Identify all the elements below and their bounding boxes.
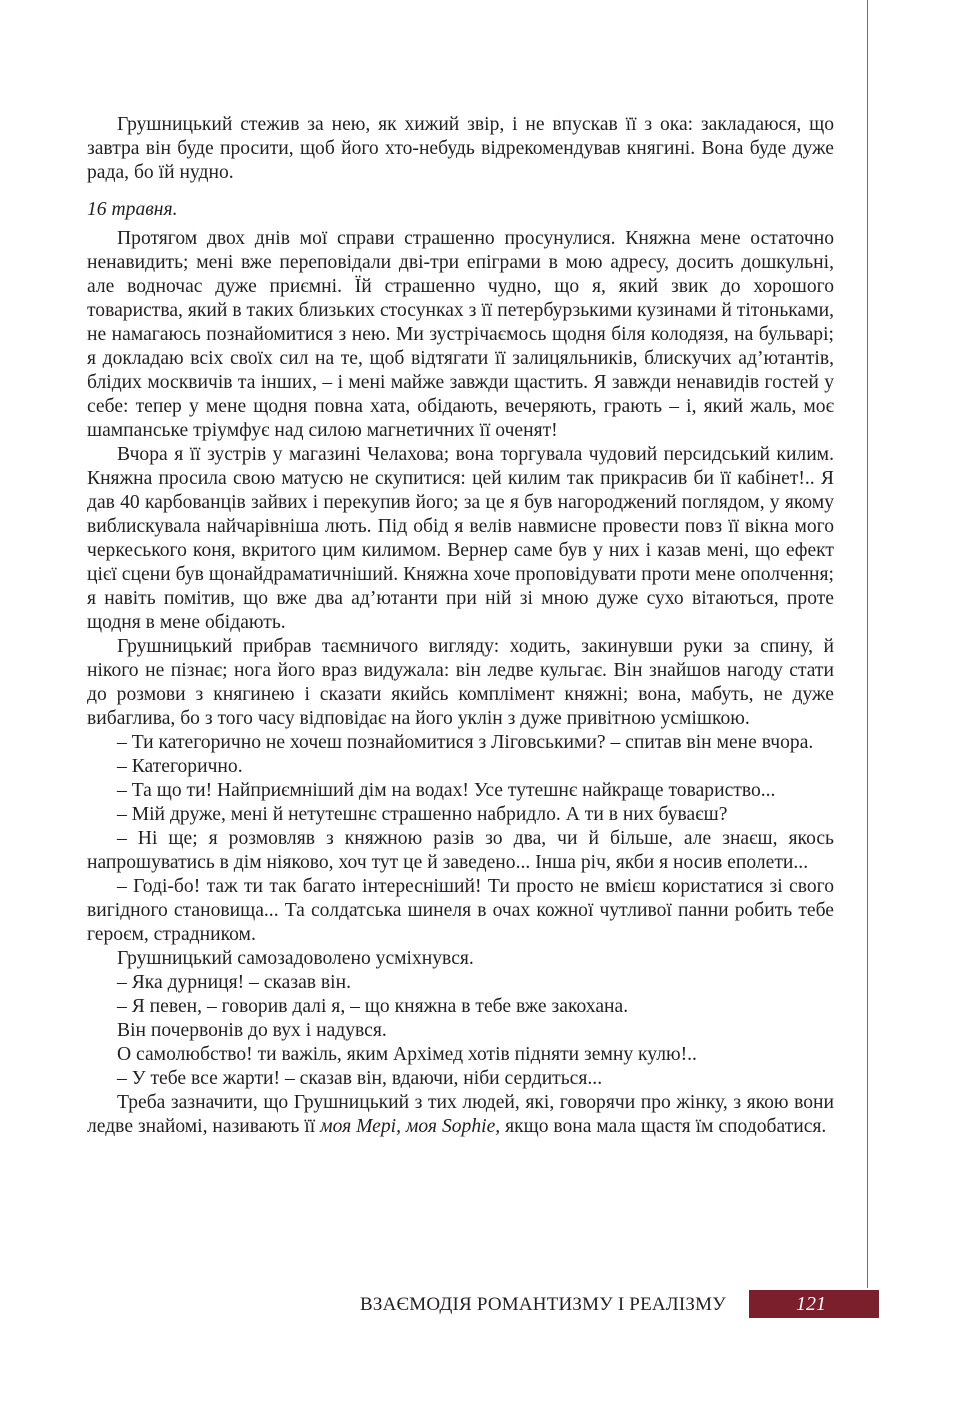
dialogue-line: – Годі-бо! таж ти так багато інтересніший! Ти просто не вмієш користатися зі свого вигідного становища... Та солдатська шинеля в очах кожної чутливої панни робить тебе героєм, страдником. [87,876,834,945]
dialogue-line: – Категорично. [117,756,243,777]
page-number: 121 [796,1293,826,1315]
last-paragraph-italic: моя Мері, моя Sophie, [320,1116,501,1137]
dialogue-line: – Та що ти! Найприємніший дім на водах! Усе тутешнє найкраще товариство... [117,780,776,801]
dialogue-line: – У тебе все жарти! – сказав він, вдаючи, ніби сердиться... [117,1068,603,1089]
paragraph: Грушницький стежив за нею, як хижий звір, і не впускав її з ока: закладаюся, що завтра він буде просити, щоб його хто-небудь відрекомендував княгині. Вона буде дуже рада, бо їй нудно. [87,114,834,183]
paragraph: Грушницький прибрав таємничого вигляду: ходить, закинувши руки за спину, й нікого не пізнає; нога його враз видужала: він ледве кульгає. Він знайшов нагоду стати до розмови з княгинею і сказати якийсь комплімент княжні; вона, мабуть, не дуже вибаглива, бо з того часу відповідає на його уклін з дуже привітною усмішкою. [87,636,834,729]
paragraph: Вчора я її зустрів у магазині Челахова; вона торгувала чудовий персидський килим. Княжна просила свою матусю не скупитися: цей килим так прикрасив би її кабінет!.. Я дав 40 карбованців зайвих і перекупив його; за це я був нагороджений поглядом, у якому виблискувала найчарівніша лють. Під обід я велів навмисне провести повз її вікна мого черкеського коня, вкритого цим килимом. Вернер саме був у них і казав мені, що ефект цієї сцени був щонайдраматичніший. Княжна хоче проповідувати проти мене ополчення; я навіть помітив, що вже два ад’ютанти при ній зі мною дуже сухо вітаються, проте щодня в мене обідають. [87,444,834,633]
paragraph: Протягом двох днів мої справи страшенно просунулися. Княжна мене остаточно ненавидить; мені вже переповідали дві-три епіграми в мою адресу, досить дошкульні, але водночас дуже приємні. Їй страшенно чудно, що я, який звик до хорошого товариства, який в таких близьких стосунках з її петербурзькими кузинами й тітоньками, не намагаюсь познайомитися з нею. Ми зустрічаємось щодня біля колодязя, на бульварі; я докладаю всіх своїх сил на те, щоб відтягати її залицяльників, блискучих ад’ютантів, блідих москвичів та інших, – і мені майже завжди щастить. Я завжди ненавидів гостей у себе: тепер у мене щодня повна хата, обідають, вечеряють, грають – і, який жаль, моє шампанське тріумфує над силою магнетичних її оченят! [87,228,834,441]
last-paragraph-end: якщо вона мала щастя їм сподобатися. [500,1116,827,1137]
paragraph: Грушницький самозадоволено усміхнувся. [117,948,474,969]
diary-date: 16 травня. [87,199,178,220]
body-text [87,113,834,1139]
paragraph: Він почервонів до вух і надувся. [117,1020,387,1041]
page-number-box [749,1290,879,1318]
last-paragraph-start: Треба зазначити, що Грушницький з тих людей, які, говорячи про жінку, з якою вони ледве знайомі, називають її [87,1092,834,1137]
paragraph: О самолюбство! ти важіль, яким Архімед хотів підняти земну кулю!.. [117,1044,697,1065]
page-edge-line [867,0,868,1288]
dialogue-line: – Яка дурниця! – сказав він. [117,972,352,993]
dialogue-line: – Мій друже, мені й нетутешнє страшенно набридло. А ти в них буваєш? [117,804,728,825]
dialogue-line: – Ти категорично не хочеш познайомитися з Ліговськими? – спитав він мене вчора. [117,732,814,753]
section-title: ВЗАЄМОДІЯ РОМАНТИЗМУ І РЕАЛІЗМУ [360,1294,726,1315]
dialogue-line: – Я певен, – говорив далі я, – що княжна в тебе вже закохана. [117,996,629,1017]
last-paragraph [87,1091,834,1139]
dialogue-line: – Ні ще; я розмовляв з княжною разів зо два, чи й більше, але знаєш, якось напрошуватись в дім ніяково, хоч тут це й заведено... Інша річ, якби я носив еполети... [87,828,834,873]
